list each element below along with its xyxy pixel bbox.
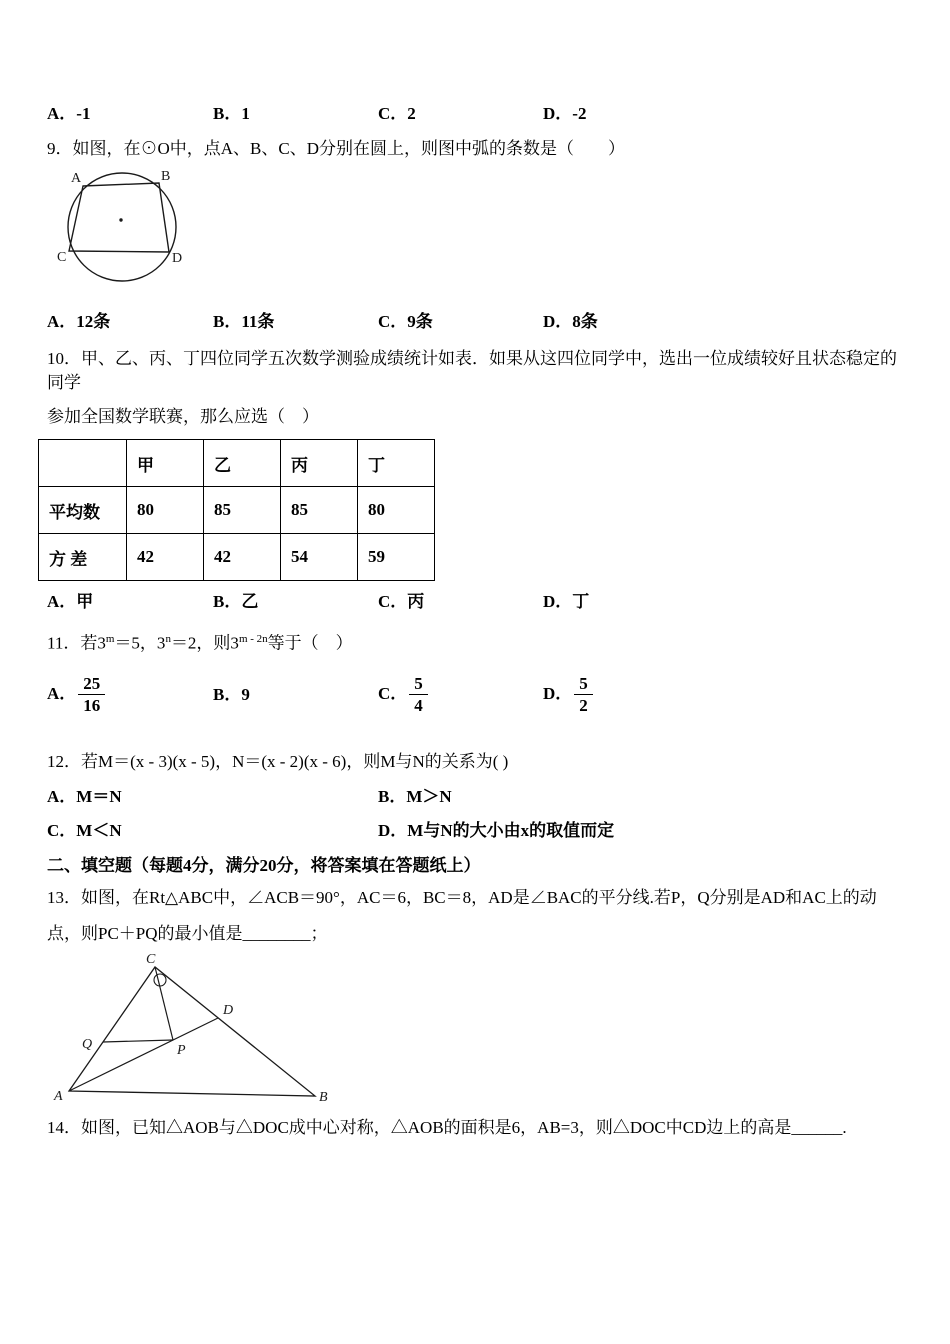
q13-text-line2: 点，则PC＋PQ的最小值是________；	[47, 923, 328, 943]
table-cell: 80	[127, 487, 204, 534]
q10-option-a: A．甲	[47, 592, 94, 611]
q8-option-a: A．-1	[47, 104, 91, 123]
table-cell: 54	[281, 534, 358, 581]
q12-option-b: B．M＞N	[378, 786, 452, 806]
q9-option-a: A．12条	[47, 312, 111, 331]
vertex-label-A: A	[71, 171, 82, 186]
table-cell: 42	[204, 534, 281, 581]
q8-option-d: D．-2	[543, 104, 587, 123]
table-cell: 丁	[358, 440, 435, 487]
q8-option-c: C．2	[378, 104, 416, 123]
vertex-label-B: B	[319, 1089, 328, 1105]
q9-option-b: B．11条	[213, 312, 275, 331]
q12-option-c: C．M＜N	[47, 820, 122, 840]
q10-text-line2: 参加全国数学联赛，那么应选（ ）	[47, 407, 319, 426]
table-cell: 平均数	[39, 487, 127, 534]
q9-options-row	[47, 311, 910, 333]
q11-option-c-label: C．	[378, 683, 408, 703]
q11-options-row	[47, 668, 910, 722]
q11-superscript-m-2n: m - 2n	[238, 633, 268, 645]
q12-options-row-1	[47, 786, 910, 808]
q12-option-d: D．M与N的大小由x的取值而定	[378, 820, 615, 840]
fraction-25-16: $\frac{25}{16}$	[78, 674, 105, 716]
q11-superscript-m: m	[105, 633, 115, 645]
vertex-label-B: B	[161, 169, 171, 184]
q10-option-b: B．乙	[213, 592, 259, 611]
q9-option-d: D．8条	[543, 312, 598, 331]
q11-option-d	[543, 674, 910, 716]
fraction-5-2: $\frac{5}{2}$	[574, 674, 593, 716]
q10-option-d: D．丁	[543, 592, 590, 611]
q9-option-c: C．9条	[378, 312, 433, 331]
triangle-figure	[47, 954, 347, 1106]
q14-text: 14．如图，已知△AOB与△DOC成中心对称，△AOB的面积是6，AB=3，则△DOC中CD边上的高是______.	[47, 1117, 847, 1137]
table-cell: 42	[127, 534, 204, 581]
q11-option-d-label: D．	[543, 683, 573, 703]
q12-text: 12．若M＝(x - 3)(x - 5)，N＝(x - 2)(x - 6)，则M与N的关系为( )	[47, 751, 509, 771]
fraction-5-4: $\frac{5}{4}$	[409, 674, 428, 716]
circle-figure	[47, 169, 257, 301]
q10-text-line1: 10．甲、乙、丙、丁四位同学五次数学测验成绩统计如表．如果从这四位同学中，选出一位成绩较好且状态稳定的同学	[47, 349, 897, 392]
q11-option-a	[47, 674, 213, 716]
q8-options-row	[47, 103, 910, 125]
small-circle-at-C	[154, 974, 166, 986]
segment-CP	[155, 967, 173, 1040]
q10-options-row	[47, 591, 910, 613]
section-2-title: 二、填空题（每题4分，满分20分，将答案填在答题纸上）	[47, 855, 481, 875]
q13-text-line1: 13．如图，在Rt△ABC中，∠ACB＝90°，AC＝6，BC＝8，AD是∠BAC的平分线.若P，Q分别是AD和AC上的动	[47, 887, 877, 907]
segment-QP	[103, 1040, 173, 1042]
vertex-label-C: C	[146, 953, 156, 967]
vertex-label-D: D	[223, 1002, 234, 1018]
q11-text-part: ＝2，则3	[170, 633, 239, 653]
table-cell: 丙	[281, 440, 358, 487]
q11-text	[47, 627, 910, 656]
vertex-label-C: C	[57, 250, 67, 265]
q8-option-b: B．1	[213, 104, 250, 123]
table-cell: 85	[204, 487, 281, 534]
q11-option-b: B．9	[213, 684, 250, 704]
table-cell: 85	[281, 487, 358, 534]
center-dot	[119, 218, 122, 221]
q11-option-c	[378, 674, 543, 716]
segment-AD	[69, 1018, 218, 1091]
q12-option-a: A．M＝N	[47, 786, 122, 806]
point-label-Q: Q	[82, 1036, 93, 1052]
table-cell: 乙	[204, 440, 281, 487]
q9-text: 9．如图，在⊙O中，点A、B、C、D分别在圆上，则图中弧的条数是（ ）	[47, 139, 626, 158]
vertex-label-A: A	[54, 1088, 63, 1104]
point-label-P: P	[177, 1042, 186, 1058]
score-table	[38, 439, 435, 581]
q11-text-part: 11．若3	[47, 633, 106, 653]
q12-options-row-2	[47, 820, 910, 842]
triangle-ABC	[69, 967, 315, 1096]
table-row	[39, 487, 435, 534]
table-row	[39, 534, 435, 581]
table-header-row	[39, 440, 435, 487]
q11-text-part: ＝5，3	[114, 633, 166, 653]
vertex-label-D: D	[172, 251, 183, 266]
inscribed-quadrilateral	[69, 183, 169, 252]
table-cell	[39, 440, 127, 487]
q10-option-c: C．丙	[378, 592, 425, 611]
q11-option-a-label: A．	[47, 683, 77, 703]
table-cell: 59	[358, 534, 435, 581]
table-cell: 80	[358, 487, 435, 534]
table-cell: 甲	[127, 440, 204, 487]
q11-superscript-n: n	[165, 633, 171, 645]
table-cell: 方 差	[39, 534, 127, 581]
q11-text-part: 等于（ ）	[267, 633, 353, 653]
